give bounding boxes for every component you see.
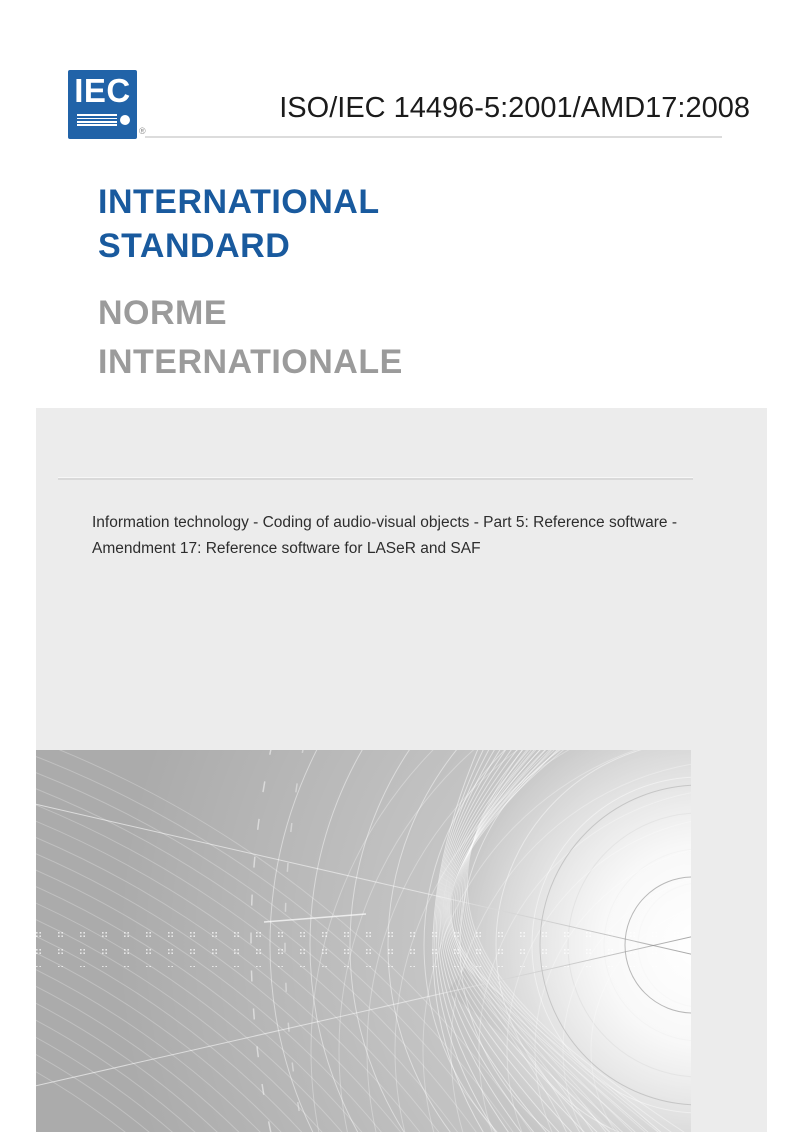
header-rule	[145, 136, 722, 138]
international-standard-heading	[98, 180, 380, 268]
iec-logo	[68, 70, 137, 139]
heading-en-line-2: STANDARD	[98, 227, 291, 265]
iec-logo-text: IEC	[74, 72, 131, 109]
heading-en-line-1: INTERNATIONAL	[98, 183, 380, 221]
iec-logo-dot-icon	[120, 115, 130, 125]
subject-text: Information technology - Coding of audio-visual objects - Part 5: Reference software - Amendment 17: Reference software for LASeR and SAF	[92, 514, 677, 557]
norme-internationale-heading	[98, 289, 403, 387]
standard-reference: ISO/IEC 14496-5:2001/AMD17:2008	[279, 92, 750, 124]
iec-logo-lines-icon	[77, 114, 117, 128]
cover-artwork-image	[36, 750, 691, 1132]
subject-panel-rule	[58, 478, 693, 480]
registered-trademark-mark: ®	[139, 126, 146, 136]
heading-fr-line-2: INTERNATIONALE	[98, 343, 403, 381]
heading-fr-line-1: NORME	[98, 294, 228, 332]
